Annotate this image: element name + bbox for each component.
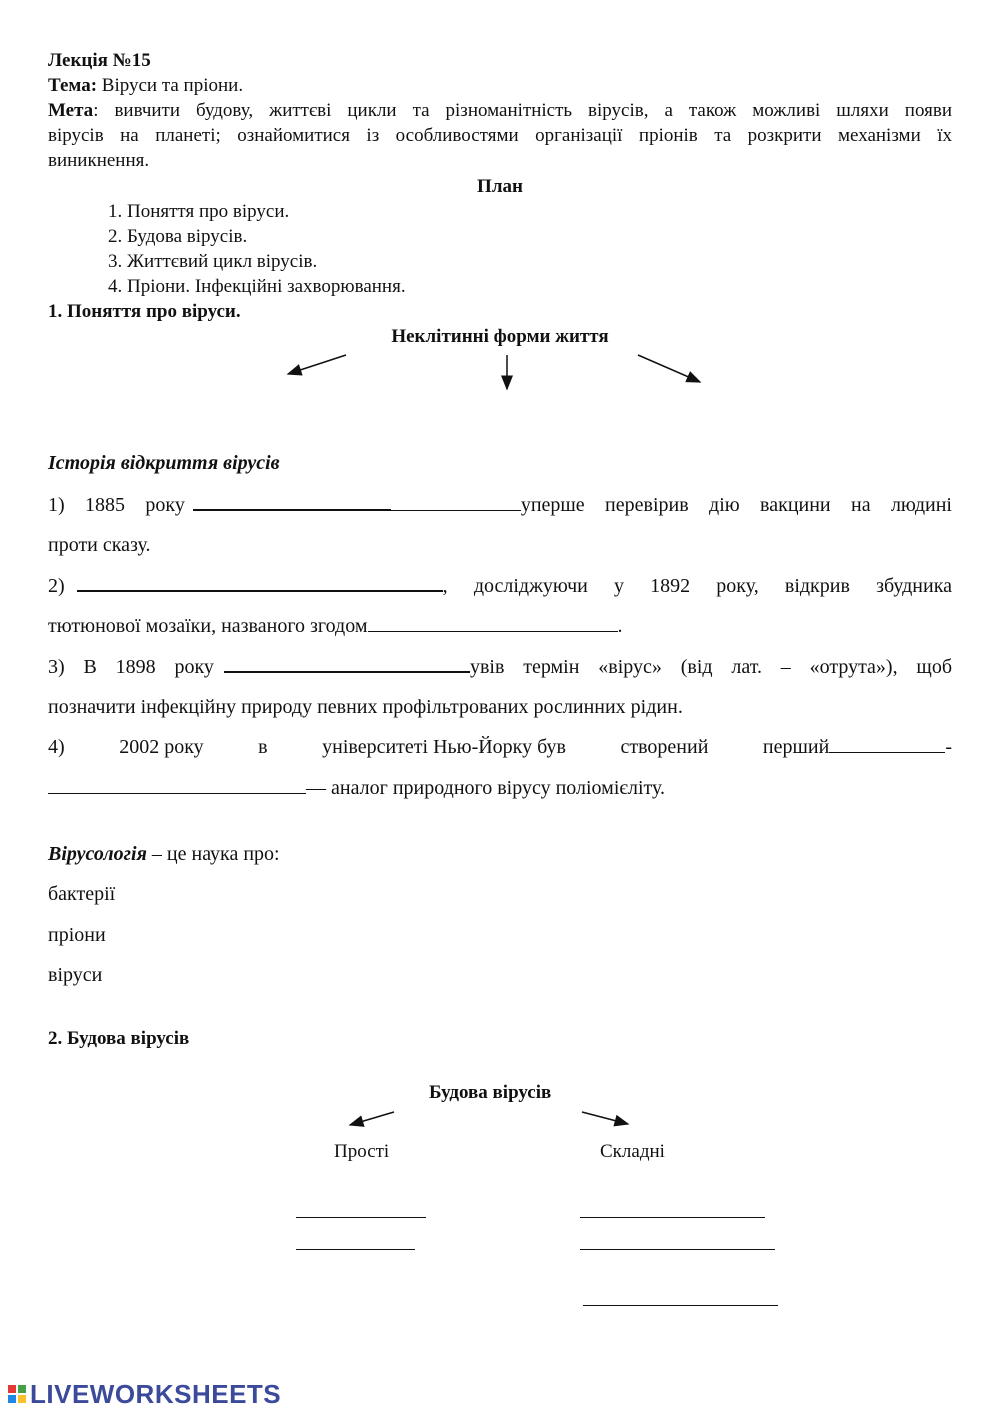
history-blank-3[interactable] xyxy=(224,655,470,673)
complex-blank[interactable] xyxy=(580,1217,765,1218)
history-item-4-word: 2002 року xyxy=(119,736,204,758)
simple-viruses-label: Прості xyxy=(334,1141,390,1162)
history-item-4-word: в xyxy=(258,736,268,758)
goal-text-1: : вивчити будову, життєві цикли та різноманітність вірусів, а також можливі шляхи появи xyxy=(93,100,952,121)
goal-label: Мета xyxy=(48,100,94,121)
history-item-4-dash: - xyxy=(945,736,952,758)
history-item-2-num: 2) xyxy=(48,575,65,597)
history-item-3-year: 3) В 1898 року xyxy=(48,656,214,678)
complex-blank[interactable] xyxy=(580,1249,775,1250)
arrow-left xyxy=(288,355,346,374)
plan-item: 4. Пріони. Інфекційні захворювання. xyxy=(108,276,406,297)
history-item-4 xyxy=(48,736,952,759)
topic-text: Віруси та пріони. xyxy=(97,75,244,96)
history-item-2-text-b: тютюнової мозаїки, названого згодом xyxy=(48,615,368,637)
virus-structure-arrows xyxy=(0,1100,1000,1140)
virology-text: – це наука про: xyxy=(146,843,280,865)
history-item-3-cont: позначити інфекційну природу певних профільтрованих рослинних рідин. xyxy=(48,696,683,718)
simple-blank[interactable] xyxy=(296,1249,415,1250)
history-item-1-year: 1) 1885 року xyxy=(48,494,185,516)
nonliving-forms-arrows xyxy=(0,345,1000,400)
history-item-1-text: уперше перевірив дію вакцини на людині xyxy=(520,494,952,516)
nonliving-forms-title: Неклітинні форми життя xyxy=(391,326,609,347)
goal-line-3: виникнення. xyxy=(48,150,150,171)
history-item-4-cont xyxy=(48,777,665,800)
plan-item: 1. Поняття про віруси. xyxy=(108,201,290,222)
history-item-4-text: — аналог природного вірусу поліомієліту. xyxy=(306,777,665,799)
arrow-simple xyxy=(350,1112,394,1125)
virology-definition xyxy=(48,843,280,866)
arrow-right xyxy=(638,355,700,382)
plan-title: План xyxy=(477,176,523,197)
goal-line-1 xyxy=(48,100,952,122)
logo-blocks-icon xyxy=(8,1385,26,1403)
liveworksheets-logo xyxy=(8,1380,281,1408)
history-blank-4b[interactable] xyxy=(48,777,306,794)
topic-line xyxy=(48,75,243,97)
history-item-4-word: 4) xyxy=(48,736,65,758)
virology-option-prions[interactable]: пріони xyxy=(48,924,106,946)
history-blank-2b[interactable] xyxy=(368,615,618,632)
goal-line-2: вірусів на планеті; ознайомитися із особливостями організації пріонів та розкрити механізми їх xyxy=(48,125,952,146)
history-item-4-word: перший xyxy=(762,736,830,758)
complex-blank[interactable] xyxy=(583,1305,778,1306)
arrow-complex xyxy=(582,1112,628,1124)
section-1-heading: 1. Поняття про віруси. xyxy=(48,301,241,322)
history-item-4-word: створений xyxy=(620,736,709,758)
lecture-number: Лекція №15 xyxy=(48,50,151,71)
history-item-2-text: , досліджуючи у 1892 року, відкрив збудника xyxy=(442,575,952,597)
section-2-heading: 2. Будова вірусів xyxy=(48,1028,190,1049)
virology-option-bacteria[interactable]: бактерії xyxy=(48,883,116,905)
virology-option-viruses[interactable]: віруси xyxy=(48,964,103,986)
topic-label: Тема: xyxy=(48,75,98,96)
virology-term: Вірусологія xyxy=(48,843,147,865)
history-item-1-cont: проти сказу. xyxy=(48,534,151,556)
virus-structure-title: Будова вірусів xyxy=(429,1082,552,1103)
history-item-4-tail xyxy=(763,736,952,759)
history-item-2-period: . xyxy=(617,615,623,637)
history-item-1 xyxy=(48,493,952,517)
complex-viruses-label: Складні xyxy=(600,1141,665,1162)
history-blank-1a[interactable] xyxy=(193,493,391,511)
history-item-3 xyxy=(48,655,952,679)
history-item-3-text: увів термін «вірус» (від лат. – «отрута»), щоб xyxy=(469,656,952,678)
history-blank-1b[interactable] xyxy=(391,494,521,511)
plan-item: 3. Життєвий цикл вірусів. xyxy=(108,251,318,272)
history-item-2-cont xyxy=(48,615,623,638)
history-item-2 xyxy=(48,574,952,598)
history-heading: Історія відкриття вірусів xyxy=(48,452,280,474)
logo-block xyxy=(8,1395,16,1403)
logo-block xyxy=(18,1395,26,1403)
history-blank-4a[interactable] xyxy=(829,736,945,753)
plan-item: 2. Будова вірусів. xyxy=(108,226,248,247)
history-blank-2a[interactable] xyxy=(77,574,443,592)
logo-text: LIVEWORKSHEETS xyxy=(30,1378,282,1409)
logo-block xyxy=(18,1385,26,1393)
simple-blank[interactable] xyxy=(296,1217,426,1218)
history-item-4-word: університеті Нью-Йорку був xyxy=(322,736,566,758)
logo-block xyxy=(8,1385,16,1393)
